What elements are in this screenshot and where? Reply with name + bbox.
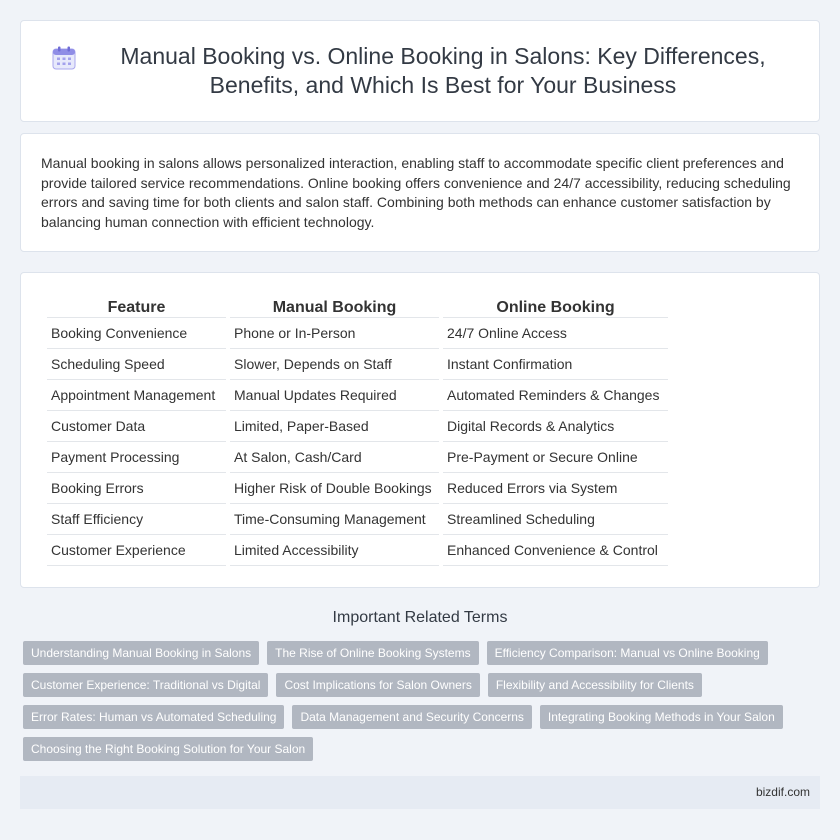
table-row (47, 349, 668, 380)
related-terms-heading: Important Related Terms (332, 609, 508, 626)
footer-site-name: bizdif.com (755, 785, 810, 799)
cell-online: Streamlined Scheduling (443, 504, 668, 535)
cell-manual: Manual Updates Required (230, 380, 439, 411)
table-row (47, 504, 668, 535)
cell-feature: Booking Convenience (47, 318, 226, 349)
header-feature: Feature (47, 295, 226, 318)
comparison-card (20, 272, 820, 588)
cell-feature: Payment Processing (47, 442, 226, 473)
title-card (20, 20, 820, 122)
table-row (47, 318, 668, 349)
related-term-link[interactable]: Flexibility and Accessibility for Clients (488, 673, 702, 697)
table-row (47, 473, 668, 504)
footer (20, 776, 820, 809)
comparison-table (43, 295, 672, 566)
cell-feature: Customer Experience (47, 535, 226, 566)
related-term-link[interactable]: Error Rates: Human vs Automated Scheduling (23, 705, 284, 729)
calendar-icon (51, 45, 77, 71)
cell-manual: Time-Consuming Management (230, 504, 439, 535)
cell-manual: Phone or In-Person (230, 318, 439, 349)
cell-online: Reduced Errors via System (443, 473, 668, 504)
table-row (47, 535, 668, 566)
related-term-link[interactable]: The Rise of Online Booking Systems (267, 641, 478, 665)
cell-manual: Limited, Paper-Based (230, 411, 439, 442)
related-term-link[interactable]: Data Management and Security Concerns (292, 705, 531, 729)
intro-paragraph: Manual booking in salons allows personalized interaction, enabling staff to accommodate specific client preferences and provide tailored service recommendations. Online booking offers convenience and 24/7 accessibility, reducing scheduling errors and saving time for both clients and salon staff. Combining both methods can enhance customer satisfaction by balancing human connection with efficient technology. (41, 155, 791, 230)
related-term-link[interactable]: Customer Experience: Traditional vs Digital (23, 673, 268, 697)
cell-feature: Staff Efficiency (47, 504, 226, 535)
related-terms-list (23, 641, 813, 761)
table-row (47, 442, 668, 473)
cell-online: Pre-Payment or Secure Online (443, 442, 668, 473)
related-term-link[interactable]: Integrating Booking Methods in Your Salon (540, 705, 783, 729)
cell-feature: Customer Data (47, 411, 226, 442)
related-term-link[interactable]: Efficiency Comparison: Manual vs Online Booking (487, 641, 768, 665)
table-row (47, 380, 668, 411)
cell-manual: At Salon, Cash/Card (230, 442, 439, 473)
cell-manual: Limited Accessibility (230, 535, 439, 566)
table-header-row (47, 295, 668, 318)
cell-feature: Appointment Management (47, 380, 226, 411)
related-term-link[interactable]: Cost Implications for Salon Owners (276, 673, 479, 697)
cell-feature: Booking Errors (47, 473, 226, 504)
table-row (47, 411, 668, 442)
cell-online: Automated Reminders & Changes (443, 380, 668, 411)
intro-card (20, 133, 820, 252)
related-term-link[interactable]: Understanding Manual Booking in Salons (23, 641, 259, 665)
cell-online: Enhanced Convenience & Control (443, 535, 668, 566)
cell-online: 24/7 Online Access (443, 318, 668, 349)
cell-feature: Scheduling Speed (47, 349, 226, 380)
related-term-link[interactable]: Choosing the Right Booking Solution for Your Salon (23, 737, 313, 761)
header-manual-booking: Manual Booking (230, 295, 439, 318)
cell-online: Instant Confirmation (443, 349, 668, 380)
header-online-booking: Online Booking (443, 295, 668, 318)
cell-manual: Slower, Depends on Staff (230, 349, 439, 380)
cell-manual: Higher Risk of Double Bookings (230, 473, 439, 504)
page-title: Manual Booking vs. Online Booking in Salons: Key Differences, Benefits, and Which Is Best for Your Business (120, 43, 766, 98)
cell-online: Digital Records & Analytics (443, 411, 668, 442)
